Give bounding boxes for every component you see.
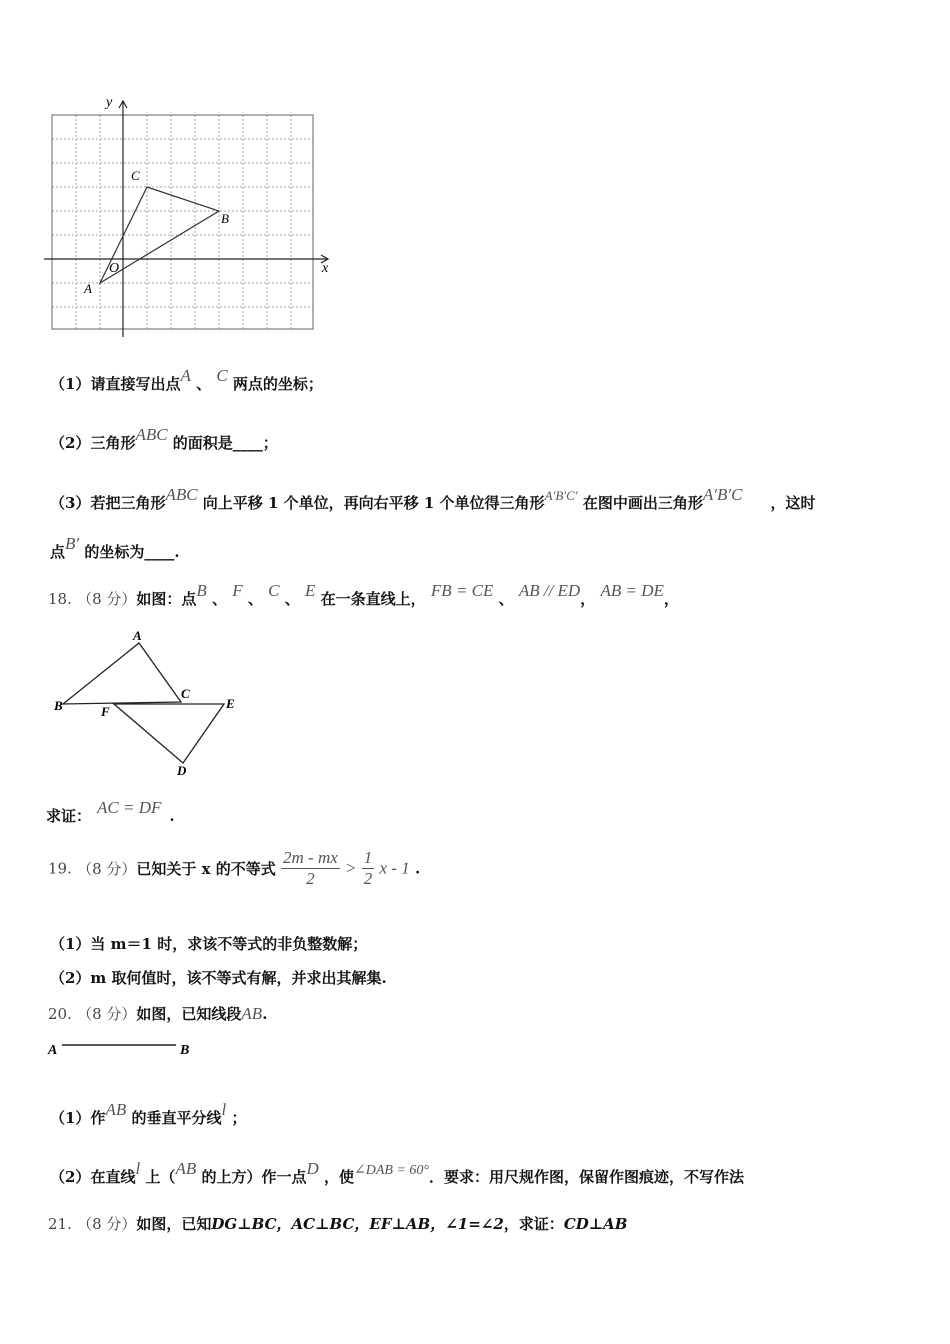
q18-stem: 18. （8 分）如图：点B 、 F 、 C 、 E 在一条直线上， FB = CE 、 AB // ED， AB = DE， [48, 581, 679, 608]
q18-prove: 求证： AC = DF . [46, 798, 175, 825]
point-c-label: C [181, 686, 190, 701]
x-axis-label: x [322, 261, 329, 276]
point-e-label: E [226, 696, 235, 711]
q20-stem: 20. （8 分）如图，已知线段AB. [48, 1004, 268, 1023]
q20-part2: （2）在直线l 上（AB 的上方）作一点D ，使∠DAB = 60°．要求：用尺规作图，保留作图痕迹，不写作法 [50, 1159, 745, 1186]
q17-part2: （2）三角形ABC 的面积是____； [50, 425, 278, 452]
triangle-def [114, 704, 224, 763]
segment-a-label: A [48, 1043, 58, 1058]
fraction-1: $\frac{2m - mx}{2}$ [283, 848, 338, 888]
point-c-label: C [131, 168, 140, 183]
q19-part2: （2）m 取何值时，该不等式有解，并求出其解集. [50, 969, 387, 987]
origin-label: O [109, 261, 120, 276]
q17-part1: （1）请直接写出点A 、 C 两点的坐标； [50, 366, 323, 393]
point-f-label: F [101, 704, 110, 719]
q20-segment-figure [44, 1036, 204, 1060]
coordinate-grid-figure [40, 92, 340, 342]
q17-part3: （3）若把三角形ABC 向上平移 1 个单位，再向右平移 1 个单位得三角形A′B′C′ 在图中画出三角形A′B′C ，这时 [50, 485, 816, 512]
q18-figure [48, 625, 248, 780]
q19-part1: （1）当 m＝1 时，求该不等式的非负整数解； [50, 935, 368, 953]
triangle-abc [63, 643, 181, 704]
q19-stem: 19. （8 分）已知关于 x 的不等式 $\frac{2m - mx}{2}$ > $\frac{1}{2}$ x - 1 . [48, 848, 421, 888]
segment-b-label: B [180, 1043, 190, 1058]
point-a-label: A [133, 628, 142, 643]
grid-lines [52, 115, 313, 329]
point-b-label: B [221, 211, 229, 226]
point-d-label: D [177, 763, 187, 778]
q21-stem: 21. （8 分）如图，已知DG⊥BC，AC⊥BC，EF⊥AB，∠1=∠2，求证：CD⊥AB [48, 1215, 628, 1233]
q20-part1: （1）作AB 的垂直平分线l ； [50, 1100, 247, 1127]
fraction-2: $\frac{1}{2}$ [363, 848, 373, 888]
y-axis-label: y [106, 95, 113, 110]
q17-part3-cont: 点B′ 的坐标为____. [50, 534, 180, 561]
point-b-label: B [54, 698, 63, 713]
point-a-label: A [84, 281, 92, 296]
